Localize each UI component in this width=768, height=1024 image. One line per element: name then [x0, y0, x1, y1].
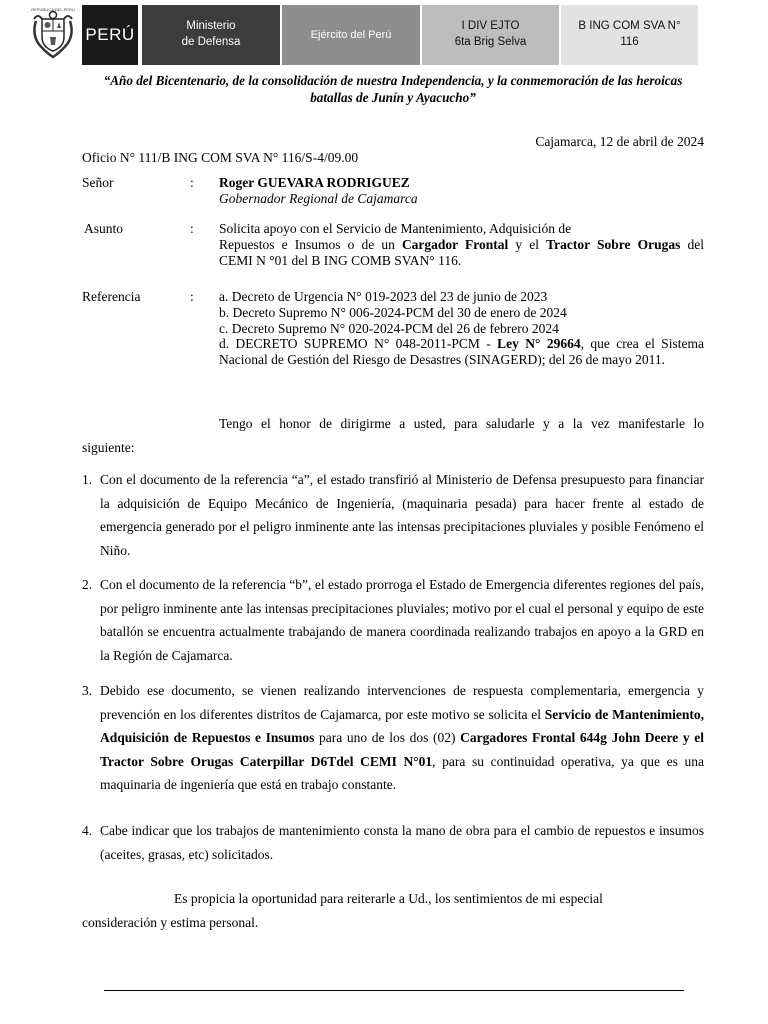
header-ejercito-box [282, 5, 420, 65]
referencia-label: Referencia [82, 289, 141, 304]
asunto-text: Repuestos e Insumos o de un [219, 236, 402, 252]
item-number: 3. [82, 683, 93, 698]
crest-caption: REPÚBLICA DEL PERÚ [31, 7, 75, 12]
header-battalion-line2: 116 [620, 36, 639, 48]
coat-of-arms-logo [28, 7, 78, 63]
intro-line2: siguiente: [82, 439, 135, 455]
oficio-number: Oficio N° 111/B ING COM SVA N° 116/S-4/09.00 [82, 150, 359, 165]
asunto-text: y el [508, 236, 547, 252]
place-date: Cajamarca, 12 de abril de 2024 [535, 134, 704, 149]
item-text-bold: Cargadores Frontal 644g John Deere y el Tractor Sobre Orugas Caterpillar D6Tdel CEMI N°01 [100, 730, 704, 769]
item-number: 1. [82, 472, 93, 487]
referencia-a: a. Decreto de Urgencia N° 019-2023 del 23 de junio de 2023 [219, 289, 548, 304]
header-division-box [422, 5, 559, 65]
header-ejercito-text: Ejército del Perú [310, 28, 392, 41]
asunto-cargador: Cargador Frontal [401, 236, 509, 252]
referencia-d-text: d. DECRETO SUPREMO N° 048-2011-PCM - [219, 336, 498, 352]
asunto-line1: Solicita apoyo con el Servicio de Mantenimiento, Adquisición de [219, 221, 572, 236]
item-text-part: , para su continuidad operativa, ya que es una maquinaria de ingeniería que está en trabajo constante. [100, 753, 704, 792]
header-peru-text: PERÚ [85, 24, 135, 44]
referencia-c: c. Decreto Supremo N° 020-2024-PCM del 26 de febrero 2024 [219, 320, 559, 336]
item-text-part: Debido ese documento, se vienen realizando intervenciones de respuesta complementaria, emergencia y prevención en los diferentes distritos de Cajamarca, por este motivo se solicita el [100, 683, 704, 722]
asunto-value [219, 221, 704, 268]
referencia-d-text: , que crea el Sistema [580, 336, 704, 352]
header-peru-box [82, 5, 138, 65]
referencia-d-line2: Nacional de Gestión del Riesgo de Desastres (SINAGERD); del 26 de mayo 2011. [219, 352, 666, 368]
letterhead [28, 5, 738, 65]
referencia-b: b. Decreto Supremo N° 006-2024-PCM del 30 de enero de 2024 [219, 304, 567, 320]
intro-line1: Tengo el honor de dirigirme a usted, para saludarle y a la vez manifestarle lo [219, 416, 704, 431]
header-ministerio-line2: de Defensa [181, 36, 241, 48]
referencia-d [219, 336, 704, 352]
senor-colon: : [190, 175, 194, 190]
asunto-colon: : [190, 221, 194, 236]
item-number: 2. [82, 577, 93, 592]
item-text: Con el documento de la referencia “a”, el estado transfirió al Ministerio de Defensa presupuesto para financiar la adquisición de Equipo Mecánico de Ingeniería, (maquinaria pesada) para hacer frente al estado de emergencia generado por el peligro inminente ante las intensas precipitaciones pluviales y posible Fenómeno el Niño. [100, 472, 704, 558]
item-text [100, 679, 704, 797]
asunto-text: del [680, 236, 704, 252]
asunto-line2 [219, 237, 704, 253]
referencia-list [219, 289, 704, 368]
referencia-colon: : [190, 289, 194, 304]
referencia-d-ley: Ley N° 29664 [497, 336, 581, 352]
recipient-title: Gobernador Regional de Cajamarca [219, 190, 418, 206]
header-battalion-line1: B ING COM SVA N° [578, 20, 681, 33]
intro-paragraph [82, 412, 704, 459]
item-number: 4. [82, 823, 93, 838]
signature-line [104, 990, 684, 991]
item-text-bold: Servicio de Mantenimiento, Adquisición de Repuestos e Insumos [100, 706, 704, 745]
header-division-line1: I DIV EJTO [461, 20, 520, 33]
header-battalion-box [561, 5, 698, 65]
item-text: Cabe indicar que los trabajos de mantenimiento consta la mano de obra para el cambio de repuestos e insumos (aceites, grasas, etc) solicitados. [100, 823, 704, 862]
header-ministerio-line1: Ministerio [186, 20, 236, 33]
closing-paragraph [82, 887, 704, 934]
header-division-line2: 6ta Brig Selva [454, 36, 527, 48]
senor-value [219, 175, 704, 207]
recipient-name: Roger GUEVARA RODRIGUEZ [219, 175, 410, 190]
item-text: Con el documento de la referencia “b”, el estado prorroga el Estado de Emergencia diferentes regiones del país, por peligro inminente ante las intensas precipitaciones pluviales; motivo por el cual el personal y equipo de este batallón se encuentra actualmente trabajando de manera coordinada realizando trabajos en apoyo a la GRD en la Región de Cajamarca. [100, 577, 704, 663]
senor-label: Señor [82, 175, 114, 190]
asunto-tractor: Tractor Sobre Orugas [546, 236, 681, 252]
asunto-line3: CEMI N °01 del B ING COMB SVAN° 116. [219, 252, 462, 268]
header-ministerio-box [142, 5, 280, 65]
asunto-label: Asunto [84, 221, 124, 236]
item-text-part: para uno de los dos (02) [314, 730, 461, 745]
closing-line2: consideración y estima personal. [82, 914, 259, 930]
closing-line1: Es propicia la oportunidad para reiterarle a Ud., los sentimientos de mi especial [174, 891, 603, 906]
coat-of-arms-icon [28, 7, 78, 63]
year-motto: “Año del Bicentenario, de la consolidación de nuestra Independencia, y la conmemoración de las heroicas batallas de Junín y Ayacucho” [103, 73, 683, 105]
